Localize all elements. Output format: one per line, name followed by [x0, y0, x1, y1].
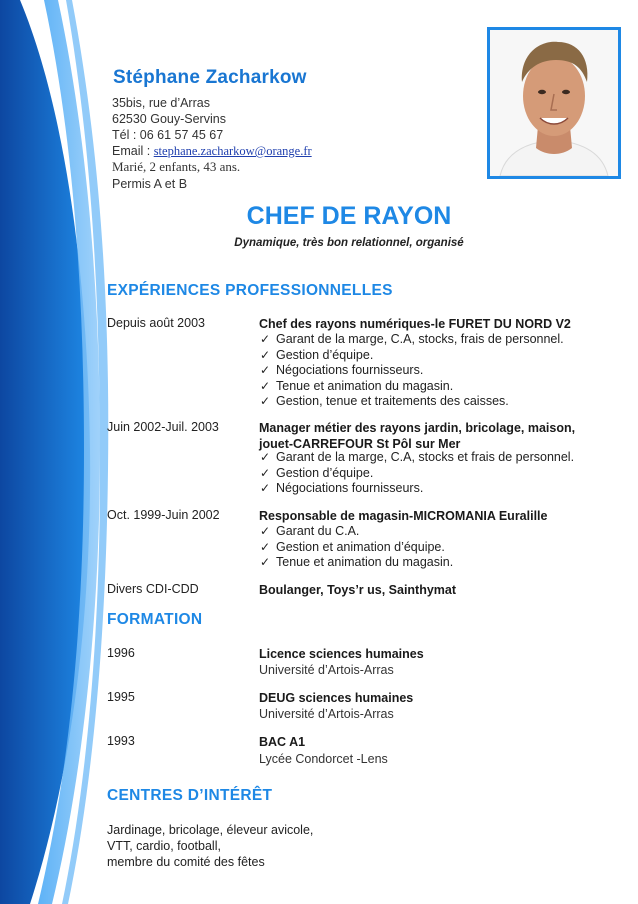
experience-bullet-list [259, 332, 609, 410]
experience-bullet: ✓ Gestion d’équipe. [260, 465, 374, 480]
education-year: 1995 [107, 690, 135, 704]
check-icon: ✓ [260, 450, 271, 464]
experience-date: Depuis août 2003 [107, 316, 205, 330]
experience-bullet: ✓ Garant de la marge, C.A, stocks, frais de personnel. [260, 332, 564, 346]
address-line-1: 35bis, rue d’Arras [112, 96, 210, 110]
check-icon: ✓ [260, 332, 271, 346]
check-icon: ✓ [260, 394, 271, 408]
experience-bullet: ✓ Gestion, tenue et traitements des caisses. [260, 394, 509, 408]
portrait-illustration [490, 30, 618, 176]
education-degree: Licence sciences humaines [259, 647, 424, 661]
check-icon: ✓ [260, 555, 271, 569]
education-school: Lycée Condorcet -Lens [259, 752, 388, 766]
experience-date: Juin 2002-Juil. 2003 [107, 420, 219, 434]
email-row [112, 143, 312, 159]
education-school: Université d’Artois-Arras [259, 663, 394, 677]
check-icon: ✓ [260, 378, 271, 393]
check-icon: ✓ [260, 481, 271, 495]
experience-role: Responsable de magasin-MICROMANIA Euralille [259, 509, 548, 523]
email-link[interactable]: stephane.zacharkow@orange.fr [153, 144, 312, 158]
address-line-2: 62530 Gouy-Servins [112, 112, 226, 126]
interest-line: Jardinage, bricolage, éleveur avicole, [107, 823, 314, 837]
education-degree: DEUG sciences humaines [259, 691, 414, 705]
experience-bullet: ✓ Négociations fournisseurs. [260, 363, 424, 377]
experience-bullet: ✓ Gestion d’équipe. [260, 347, 374, 362]
experience-bullet: ✓ Négociations fournisseurs. [260, 481, 424, 495]
experience-bullet-list [259, 524, 609, 571]
experience-date: Divers CDI-CDD [107, 582, 199, 596]
education-school: Université d’Artois-Arras [259, 707, 394, 721]
experience-role: Boulanger, Toys’r us, Sainthymat [259, 583, 457, 597]
check-icon: ✓ [260, 347, 271, 362]
experience-bullet-list [259, 450, 609, 497]
phone-number: Tél : 06 61 57 45 67 [112, 128, 224, 142]
education-degree: BAC A1 [259, 735, 306, 749]
candidate-name: Stéphane Zacharkow [113, 67, 307, 88]
experience-bullet: ✓ Tenue et animation du magasin. [260, 555, 454, 569]
email-label: Email : [112, 144, 154, 158]
experience-bullet: ✓ Garant de la marge, C.A, stocks et frais de personnel. [260, 450, 575, 464]
section-heading-education: FORMATION [107, 611, 203, 628]
education-year: 1993 [107, 734, 135, 748]
check-icon: ✓ [260, 363, 271, 377]
experience-bullet: ✓ Tenue et animation du magasin. [260, 378, 454, 393]
check-icon: ✓ [260, 524, 271, 538]
job-title: CHEF DE RAYON [246, 202, 452, 230]
check-icon: ✓ [260, 539, 271, 554]
experience-role: Chef des rayons numériques-le FURET DU NORD V2 [259, 317, 571, 331]
family-status: Marié, 2 enfants, 43 ans. [112, 159, 241, 174]
check-icon: ✓ [260, 465, 271, 480]
experience-bullet: ✓ Gestion et animation d’équipe. [260, 539, 445, 554]
experience-date: Oct. 1999-Juin 2002 [107, 508, 220, 522]
section-heading-experience: EXPÉRIENCES PROFESSIONNELLES [107, 282, 393, 299]
experience-bullet: ✓ Garant du C.A. [260, 524, 360, 538]
experience-role: Manager métier des rayons jardin, bricolage, maison, jouet-CARREFOUR St Pôl sur Mer [259, 421, 576, 451]
section-heading-interests: CENTRES D’INTÉRÊT [107, 787, 273, 804]
profile-photo [487, 27, 621, 179]
interest-line: VTT, cardio, football, [107, 839, 221, 853]
driving-license: Permis A et B [112, 177, 188, 191]
education-year: 1996 [107, 646, 135, 660]
interest-line: membre du comité des fêtes [107, 855, 265, 869]
job-subtitle: Dynamique, très bon relationnel, organisé [234, 237, 464, 249]
